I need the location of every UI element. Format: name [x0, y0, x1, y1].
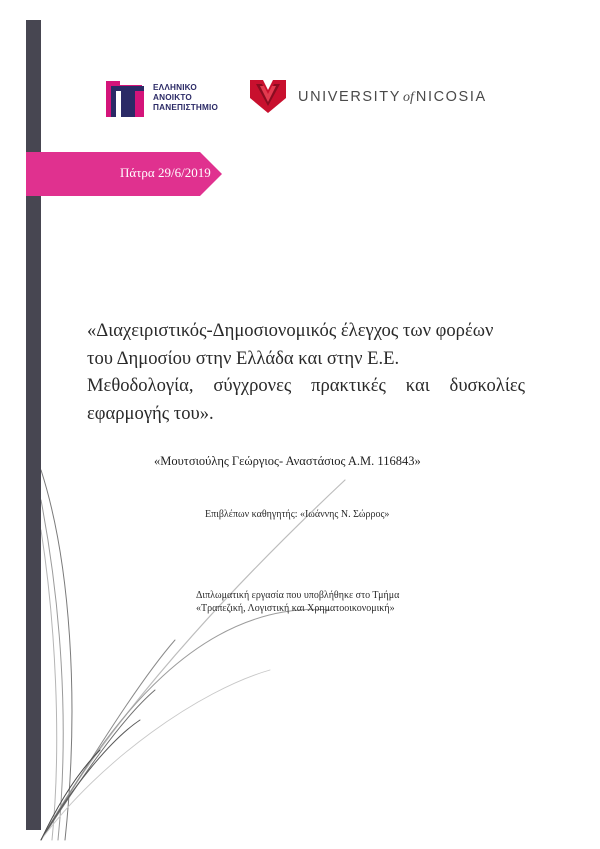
author-name: «Μουτσιούλης Γεώργιος- Αναστάσιος Α.Μ. 116843» — [154, 454, 421, 468]
title-line: εφαρμογής του». — [87, 402, 214, 424]
date-banner — [26, 152, 222, 196]
unic-word-university: UNIVERSITY — [298, 89, 402, 105]
thesis-note-line: Διπλωματική εργασία που υποβλήθηκε στο Τμήμα — [196, 590, 400, 601]
thesis-note — [196, 589, 399, 615]
unic-word-nicosia: NICOSIA — [415, 89, 487, 105]
title-line: Μεθοδολογία, σύγχρονες πρακτικές και δυσκολίες — [87, 375, 525, 396]
unic-logo — [250, 80, 520, 116]
date-text: Πάτρα 29/6/2019 — [120, 165, 211, 180]
unic-shield-icon — [250, 80, 286, 113]
eap-logo — [106, 79, 241, 121]
thesis-note-line: «Τραπεζική, Λογιστική και Χρηματοοικονομική» — [196, 603, 395, 614]
eap-logo-line: ΑΝΟΙΚΤΟ — [153, 93, 193, 102]
unic-word-of: of — [403, 90, 414, 105]
title-line: του Δημοσίου στην Ελλάδα και στην Ε.Ε. — [87, 347, 400, 369]
side-bar — [26, 20, 41, 830]
unic-logo-text — [298, 89, 487, 106]
supervisor: Επιβλέπων καθηγητής: «Ιωάννης Ν. Σώρρος» — [205, 509, 390, 520]
title-line: «Διαχειριστικός-Δημοσιονομικός έλεγχος των φορέων — [87, 320, 494, 341]
eap-logo-text — [153, 83, 218, 113]
eap-logo-line: ΕΛΛΗΝΙΚΟ — [153, 83, 197, 92]
eap-logo-mark — [106, 79, 150, 119]
eap-logo-line: ΠΑΝΕΠΙΣΤΗΜΙΟ — [153, 103, 219, 112]
thesis-title — [87, 317, 527, 427]
